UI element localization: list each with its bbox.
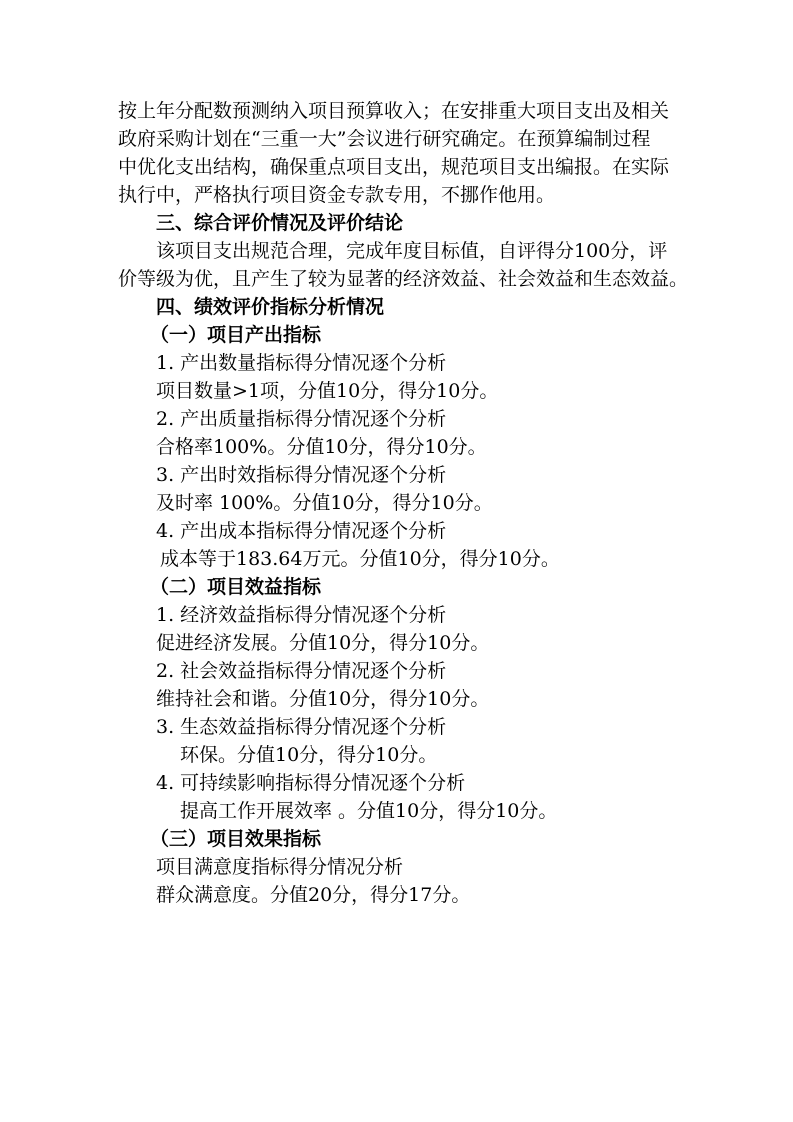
list-item-detail: 环保。分值10分，得分10分。 (180, 744, 438, 766)
list-item-detail: 合格率100%。分值10分，得分10分。 (156, 436, 487, 458)
subsection-heading: （三）项目效果指标 (150, 828, 322, 850)
list-item-label: 2. 产出质量指标得分情况逐个分析 (156, 408, 447, 430)
list-item-label: 项目满意度指标得分情况分析 (156, 856, 404, 878)
list-item-label: 3. 产出时效指标得分情况逐个分析 (156, 464, 447, 486)
list-item-detail: 促进经济发展。分值10分，得分10分。 (156, 632, 490, 654)
list-item-label: 4. 产出成本指标得分情况逐个分析 (156, 520, 447, 542)
list-item-detail: 维持社会和谐。分值10分，得分10分。 (156, 688, 490, 710)
list-item-detail: 成本等于183.64万元。分值10分，得分10分。 (160, 548, 560, 570)
paragraph-line: 执行中，严格执行项目资金专款专用，不挪作他用。 (118, 184, 556, 206)
list-item-label: 2. 社会效益指标得分情况逐个分析 (156, 660, 447, 682)
list-item-detail: 及时率 100%。分值10分，得分10分。 (156, 492, 493, 514)
subsection-heading: （一）项目产出指标 (150, 324, 322, 346)
list-item-detail: 群众满意度。分值20分，得分17分。 (156, 884, 471, 906)
paragraph-line: 按上年分配数预测纳入项目预算收入；在安排重大项目支出及相关 (118, 100, 670, 122)
paragraph-line: 该项目支出规范合理，完成年度目标值，自评得分100分，评 (156, 240, 668, 262)
list-item-detail: 项目数量>1项，分值10分，得分10分。 (156, 380, 499, 402)
list-item-label: 3. 生态效益指标得分情况逐个分析 (156, 716, 447, 738)
subsection-heading: （二）项目效益指标 (150, 576, 322, 598)
paragraph-line: 政府采购计划在“三重一大”会议进行研究确定。在预算编制过程 (118, 128, 651, 150)
paragraph-line: 价等级为优，且产生了较为显著的经济效益、社会效益和生态效益。 (118, 268, 689, 290)
section-heading: 三、综合评价情况及评价结论 (156, 212, 404, 234)
list-item-label: 1. 产出数量指标得分情况逐个分析 (156, 352, 447, 374)
list-item-label: 1. 经济效益指标得分情况逐个分析 (156, 604, 447, 626)
list-item-label: 4. 可持续影响指标得分情况逐个分析 (156, 772, 466, 794)
paragraph-line: 中优化支出结构，确保重点项目支出，规范项目支出编报。在实际 (118, 156, 670, 178)
list-item-detail: 提高工作开展效率 。分值10分，得分10分。 (180, 800, 558, 822)
section-heading: 四、绩效评价指标分析情况 (156, 296, 385, 318)
